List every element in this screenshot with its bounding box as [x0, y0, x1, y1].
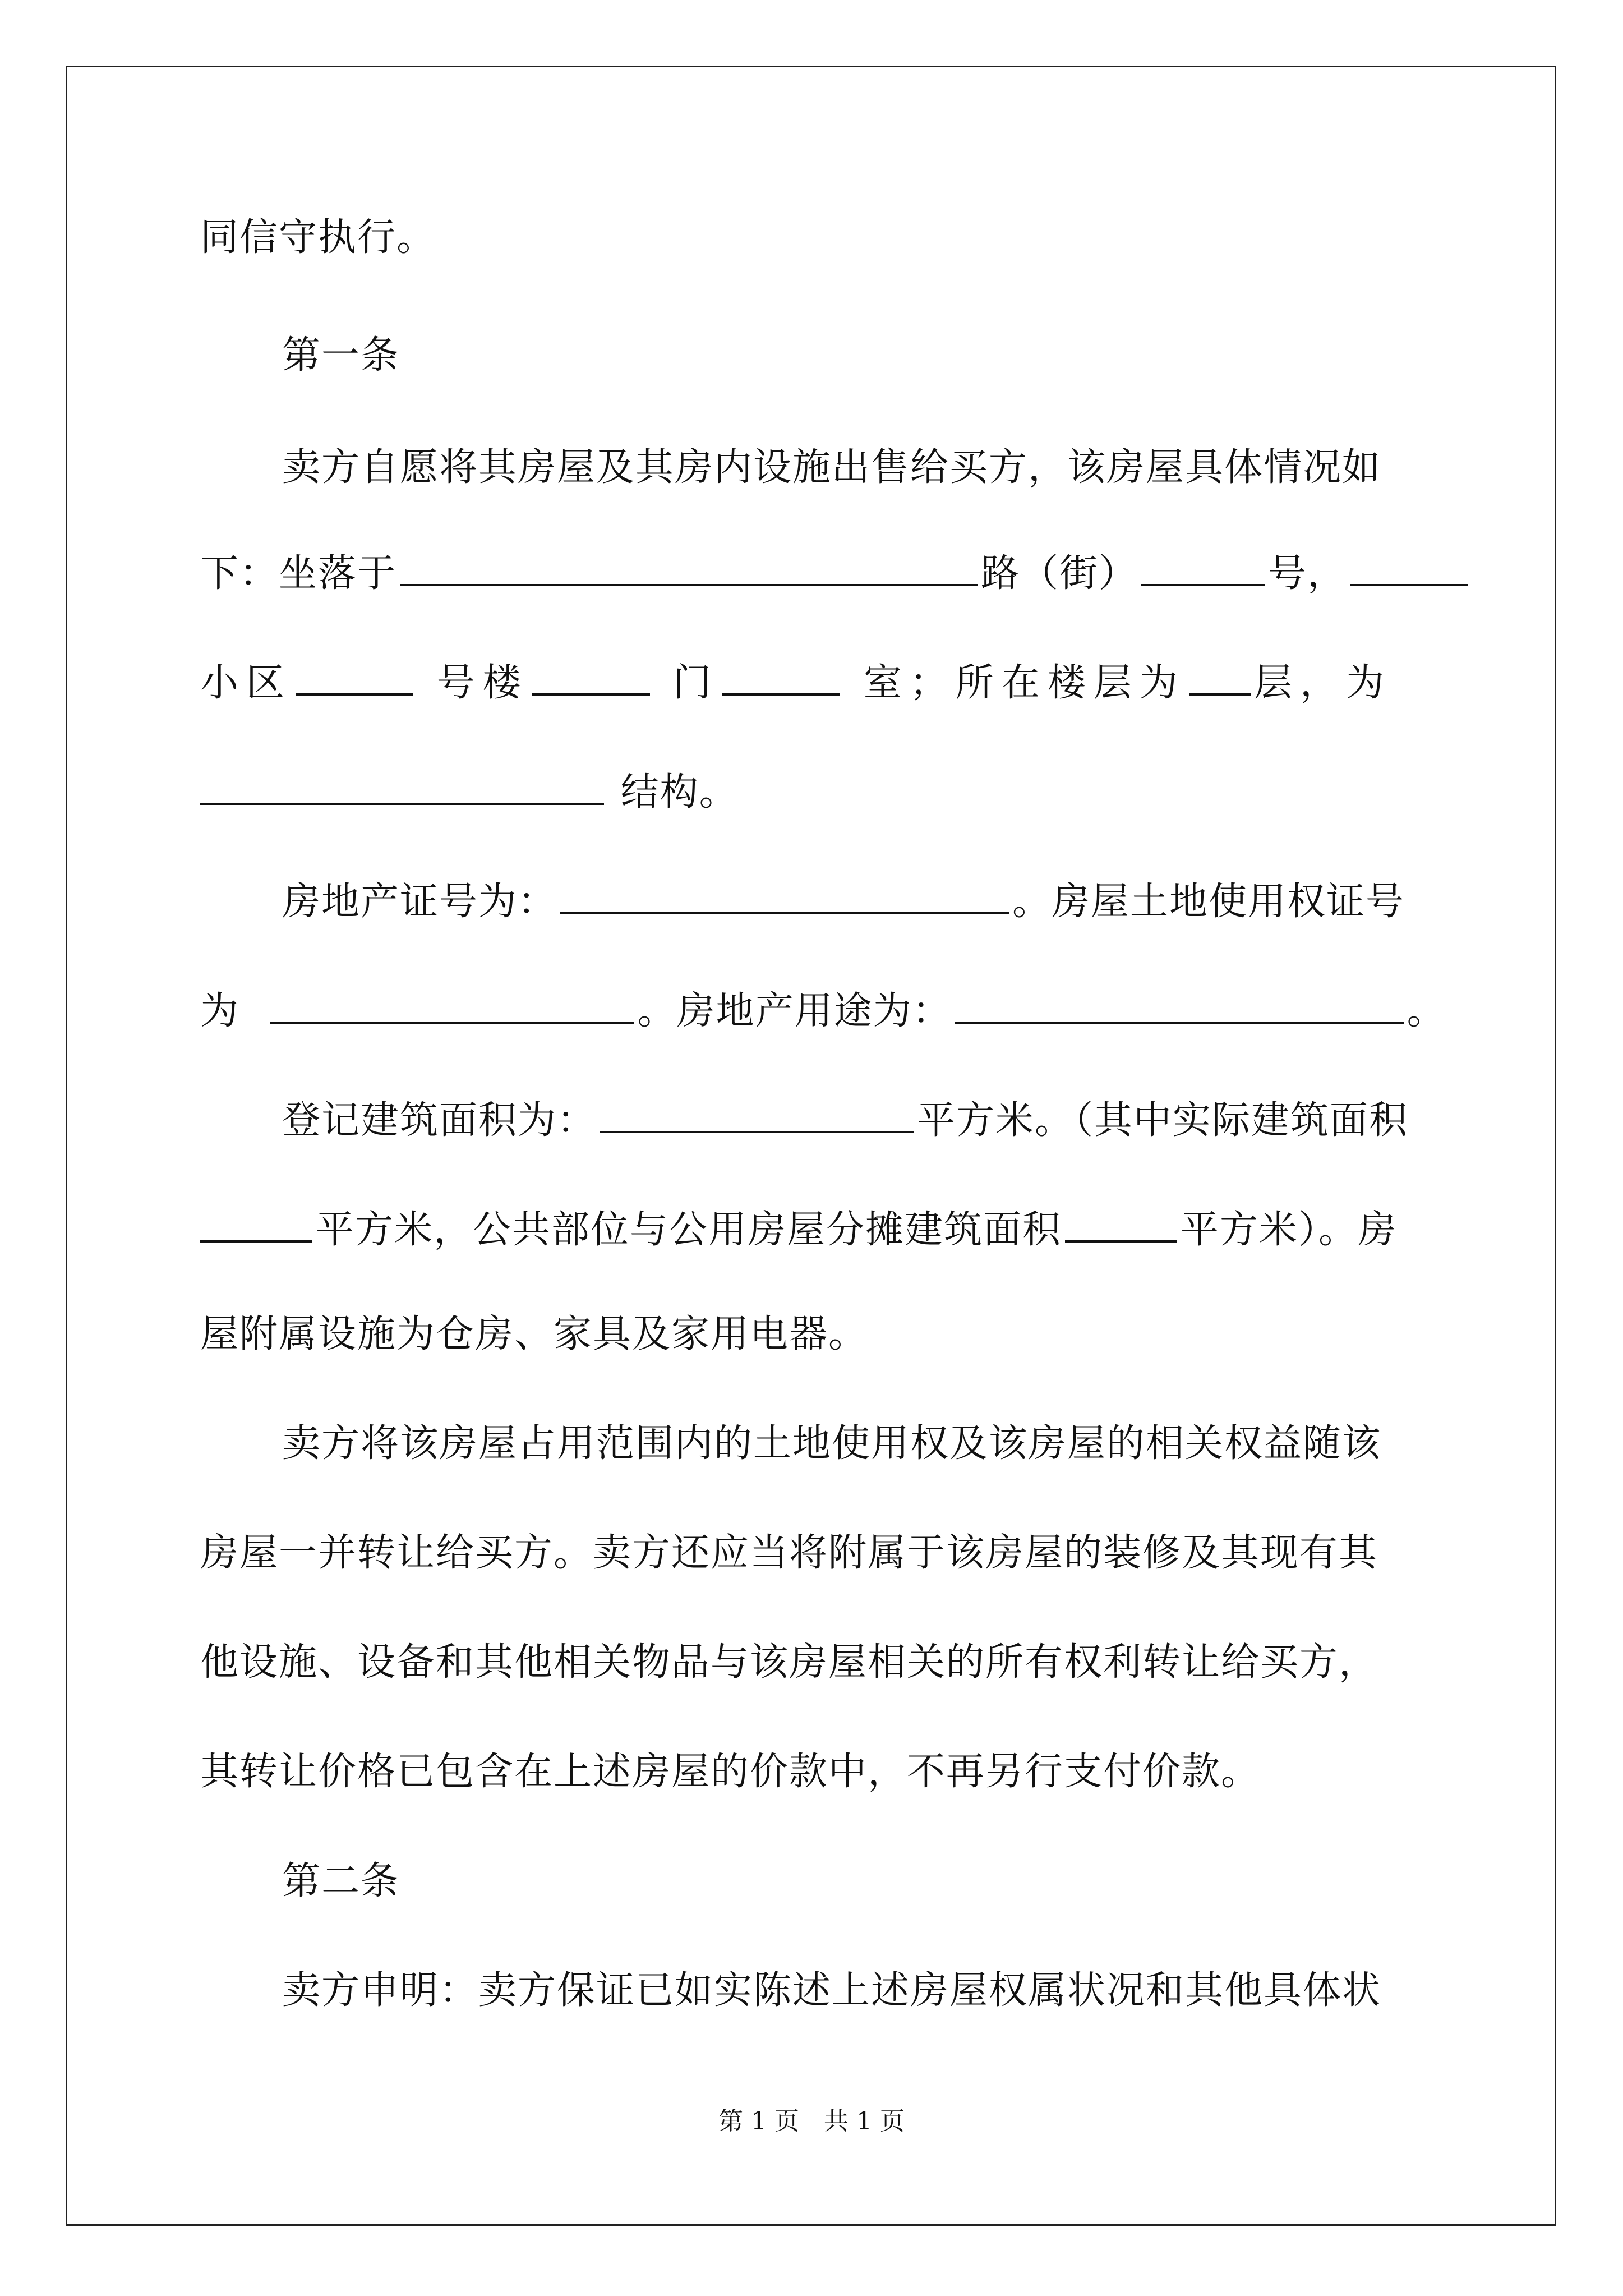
- blank-field: [270, 990, 634, 1024]
- blank-field: [560, 881, 1009, 914]
- text-line: [200, 1208, 1398, 1252]
- blank-field: [296, 662, 413, 696]
- text-fragment: 屋附属设施为仓房、家具及家用电器。: [200, 1312, 868, 1356]
- text-fragment: 。房屋土地使用权证号: [1012, 880, 1405, 924]
- text-fragment: 。房地产用途为：: [637, 989, 952, 1033]
- text-line: [200, 661, 1392, 705]
- text-fragment: 室；所在楼层为: [863, 661, 1186, 705]
- text-fragment: 号，: [1268, 551, 1347, 596]
- text-fragment: 结构。: [620, 770, 739, 815]
- blank-field: [600, 1099, 914, 1133]
- text-fragment: 房屋一并转让给买方。卖方还应当将附属于该房屋的装修及其现有其: [200, 1531, 1378, 1575]
- text-line: [200, 551, 1471, 596]
- blank-field: [1350, 553, 1468, 586]
- text-fragment: 他设施、设备和其他相关物品与该房屋相关的所有权利转让给买方，: [200, 1640, 1378, 1685]
- text-line: [200, 1640, 1378, 1685]
- text-fragment: 号楼: [436, 661, 529, 705]
- text-line: [200, 1421, 1382, 1466]
- text-line: [200, 1312, 868, 1356]
- text-fragment: 其转让价格已包含在上述房屋的价款中，不再另行支付价款。: [200, 1750, 1261, 1794]
- blank-field: [200, 771, 604, 805]
- text-line: [200, 445, 1382, 490]
- text-line: [200, 770, 739, 815]
- text-fragment: 平方米。（其中实际建筑面积: [917, 1098, 1409, 1143]
- text-fragment: 。: [1407, 989, 1446, 1033]
- blank-field: [400, 553, 978, 586]
- page-number-label: 第 1 页 共 1 页: [718, 2107, 905, 2136]
- text-fragment: 下：坐落于: [200, 551, 397, 596]
- text-fragment: 路（街）: [981, 551, 1138, 596]
- blank-field: [1065, 1209, 1177, 1243]
- page-footer: [0, 2101, 1623, 2137]
- blank-field: [532, 662, 650, 696]
- blank-field: [722, 662, 840, 696]
- text-fragment: 为: [200, 989, 240, 1033]
- text-fragment: 层，为: [1253, 661, 1392, 705]
- text-fragment: 门: [673, 661, 720, 705]
- blank-field: [1189, 662, 1251, 696]
- blank-field: [200, 1209, 312, 1243]
- text-fragment: 小区: [200, 661, 293, 705]
- text-fragment: 平方米）。房: [1181, 1208, 1398, 1252]
- text-line: [200, 1750, 1261, 1794]
- text-line: [200, 1968, 1382, 2013]
- text-line: [200, 1531, 1378, 1575]
- text-fragment: 同信守执行。: [200, 215, 436, 260]
- article-heading-label: 第一条: [282, 333, 400, 378]
- text-fragment: 卖方申明：卖方保证已如实陈述上述房屋权属状况和其他具体状: [282, 1968, 1382, 2013]
- text-fragment: 卖方自愿将其房屋及其房内设施出售给买方，该房屋具体情况如: [282, 445, 1382, 490]
- article-heading-label: 第二条: [282, 1859, 400, 1903]
- text-line: [200, 215, 436, 260]
- text-line: [200, 880, 1405, 924]
- text-fragment: 房地产证号为：: [282, 880, 557, 924]
- text-fragment: 卖方将该房屋占用范围内的土地使用权及该房屋的相关权益随该: [282, 1421, 1382, 1466]
- article-heading: [200, 1859, 400, 1903]
- blank-field: [955, 990, 1404, 1024]
- text-fragment: 平方米，公共部位与公用房屋分摊建筑面积: [316, 1208, 1062, 1252]
- article-heading: [200, 333, 400, 378]
- blank-field: [1141, 553, 1265, 586]
- text-fragment: 登记建筑面积为：: [282, 1098, 597, 1143]
- text-line: [200, 1098, 1409, 1143]
- text-line: [200, 989, 1446, 1033]
